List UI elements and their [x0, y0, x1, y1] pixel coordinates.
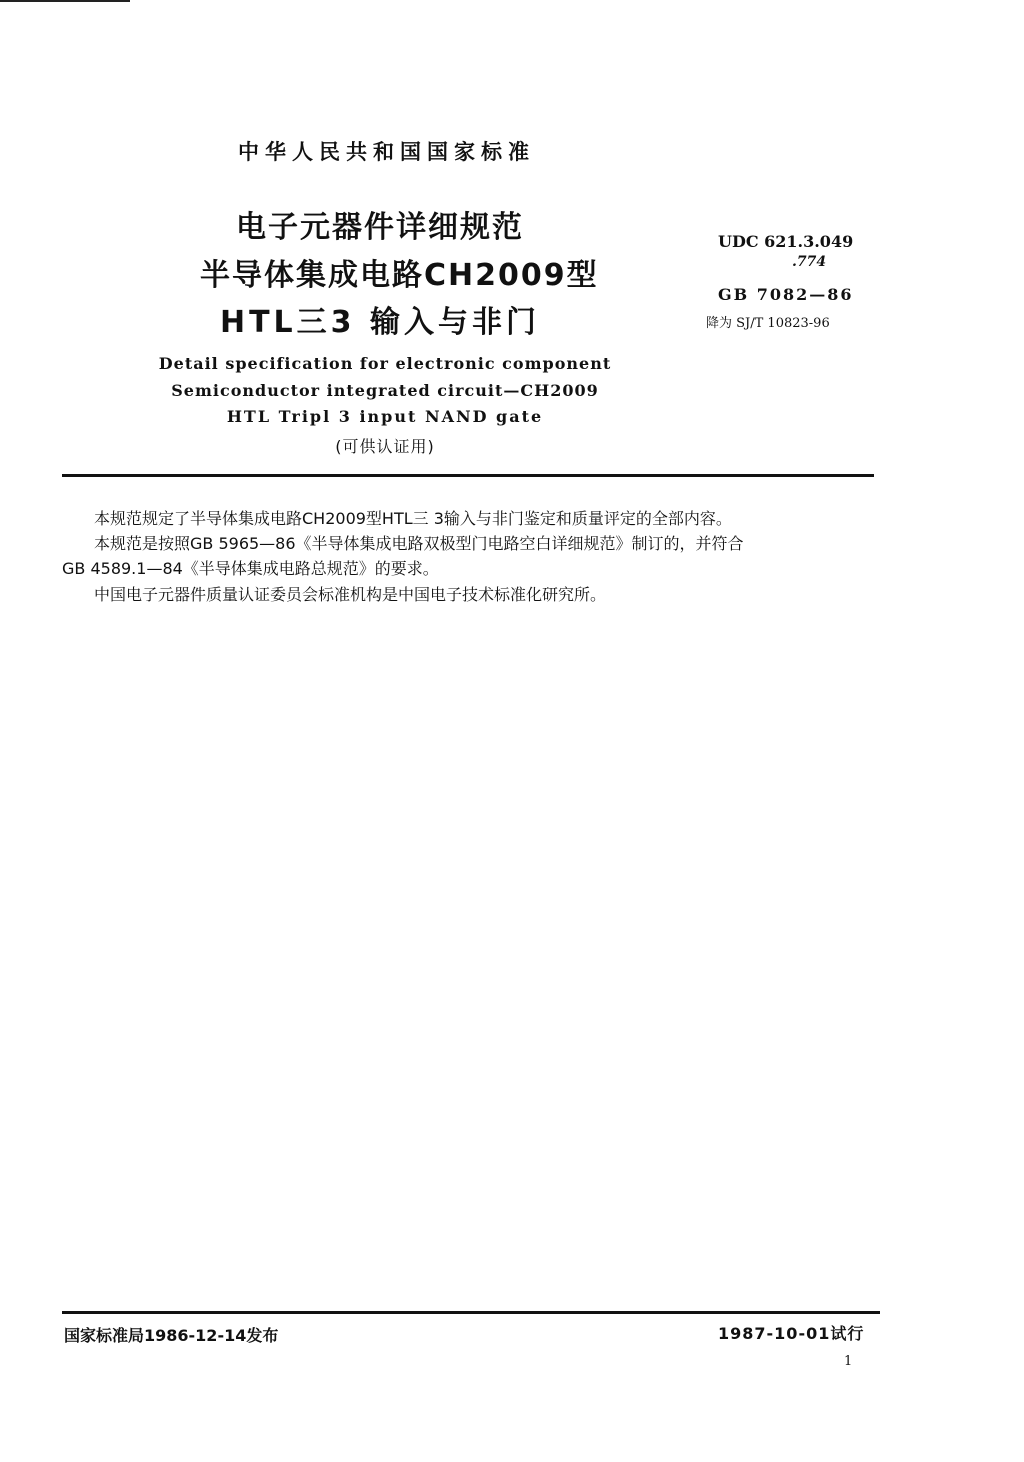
certification-note: (可供认证用)	[335, 437, 435, 456]
body-paragraph-3: 中国电子元器件质量认证委员会标准机构是中国电子技术标准化研究所。	[94, 585, 607, 604]
header-divider	[62, 474, 874, 477]
page-number: 1	[844, 1354, 853, 1369]
title-en-line3: HTL Tripl 3 input NAND gate	[226, 407, 544, 426]
footer-divider	[62, 1311, 880, 1314]
issue-date: 国家标准局1986-12-14发布	[64, 1326, 279, 1345]
title-cn-line3: HTL三3 输入与非门	[219, 305, 540, 340]
udc-code-suffix: .774	[792, 254, 827, 270]
body-paragraph-2-line1: 本规范是按照GB 5965—86《半导体集成电路双极型门电路空白详细规范》制订的，并符合	[94, 534, 744, 553]
title-cn-line2: 半导体集成电路CH2009型	[200, 258, 599, 293]
effective-date: 1987-10-01试行	[718, 1324, 865, 1343]
scan-edge-line	[0, 0, 130, 2]
udc-code: UDC 621.3.049	[718, 232, 854, 251]
body-paragraph-1: 本规范规定了半导体集成电路CH2009型HTL三 3输入与非门鉴定和质量评定的全部内容。	[94, 509, 732, 528]
title-en-line1: Detail specification for electronic component	[158, 354, 612, 373]
title-cn-line1: 电子元器件详细规范	[236, 210, 524, 245]
gb-standard-number: GB 7082—86	[718, 285, 854, 304]
national-standard-heading: 中华人民共和国国家标准	[238, 140, 535, 164]
body-paragraph-2-line2: GB 4589.1—84《半导体集成电路总规范》的要求。	[62, 559, 439, 578]
replacement-note: 降为 SJ/T 10823-96	[706, 316, 830, 331]
title-en-line2: Semiconductor integrated circuit—CH2009	[171, 381, 599, 400]
